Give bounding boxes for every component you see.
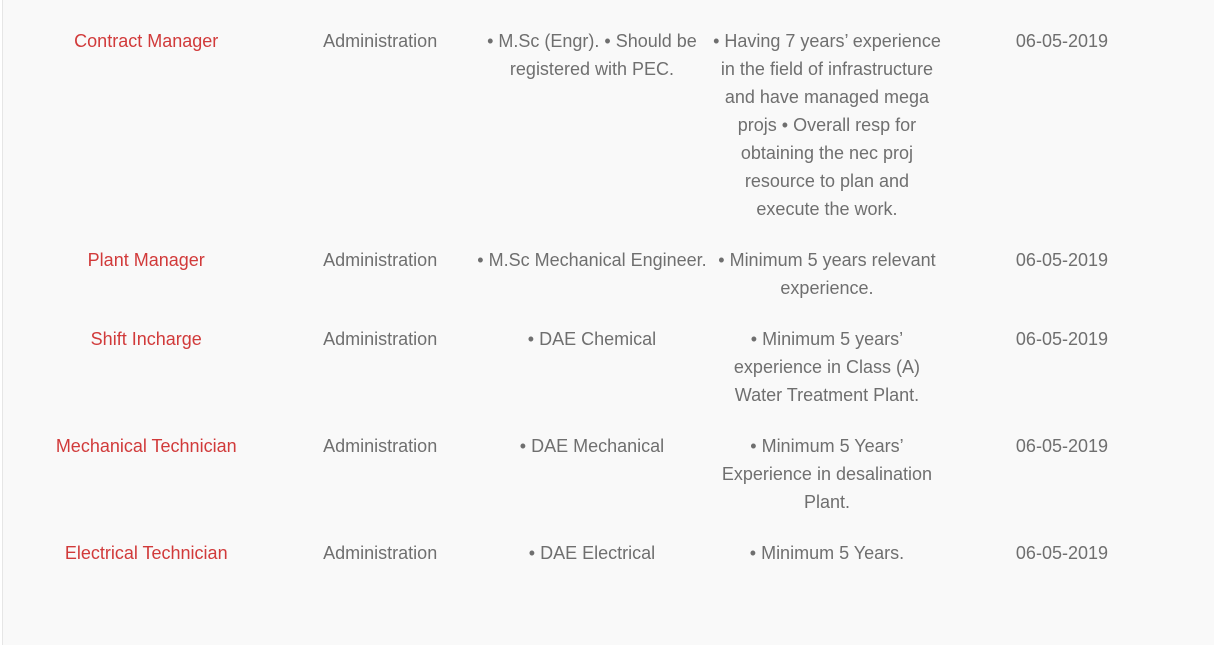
job-title-link[interactable]: Contract Manager	[74, 31, 219, 51]
qualification-text: • M.Sc (Engr). • Should be registered with PEC.	[487, 31, 697, 79]
jobs-table	[3, 27, 1183, 590]
department-cell: Administration	[323, 250, 438, 270]
job-title-cell	[3, 246, 289, 325]
job-title-link[interactable]: Mechanical Technician	[55, 436, 237, 456]
experience-text: • Minimum 5 Years’ Experience in desalination Plant.	[721, 436, 933, 512]
job-title-link[interactable]: Plant Manager	[87, 250, 205, 270]
experience-text: • Minimum 5 Years.	[749, 543, 905, 563]
date-cell: 06-05-2019	[1015, 250, 1108, 270]
table-row	[3, 432, 1183, 539]
table-row	[3, 246, 1183, 325]
job-title-cell	[3, 539, 289, 590]
date-cell: 06-05-2019	[1015, 31, 1108, 51]
qualification-cell	[471, 27, 713, 246]
qualification-cell	[471, 432, 713, 539]
table-row	[3, 539, 1183, 590]
date-cell: 06-05-2019	[1015, 329, 1108, 349]
experience-text: • Minimum 5 years relevant experience.	[718, 250, 936, 298]
job-title-cell	[3, 432, 289, 539]
experience-cell	[713, 432, 941, 539]
qualification-text: • DAE Electrical	[528, 543, 656, 563]
jobs-panel	[2, 0, 1214, 645]
date-cell: 06-05-2019	[1015, 543, 1108, 563]
department-cell: Administration	[323, 436, 438, 456]
department-cell: Administration	[323, 543, 438, 563]
qualification-cell	[471, 325, 713, 432]
job-title-link[interactable]: Shift Incharge	[90, 329, 202, 349]
experience-text: • Having 7 years’ experience in the field of infrastructure and have managed mega projs • Overall resp for obtaining the nec proj resource to plan and execute the work.	[713, 31, 941, 219]
experience-text: • Minimum 5 years’ experience in Class (A) Water Treatment Plant.	[733, 329, 920, 405]
table-row	[3, 27, 1183, 246]
qualification-text: • DAE Chemical	[527, 329, 657, 349]
qualification-text: • M.Sc Mechanical Engineer.	[477, 250, 707, 270]
job-title-cell	[3, 325, 289, 432]
experience-cell	[713, 27, 941, 246]
date-cell: 06-05-2019	[1015, 436, 1108, 456]
experience-cell	[713, 325, 941, 432]
qualification-cell	[471, 539, 713, 590]
table-row	[3, 325, 1183, 432]
experience-cell	[713, 246, 941, 325]
department-cell: Administration	[323, 329, 438, 349]
qualification-cell	[471, 246, 713, 325]
job-title-link[interactable]: Electrical Technician	[64, 543, 228, 563]
qualification-text: • DAE Mechanical	[519, 436, 665, 456]
department-cell: Administration	[323, 31, 438, 51]
experience-cell	[713, 539, 941, 590]
job-title-cell	[3, 27, 289, 246]
